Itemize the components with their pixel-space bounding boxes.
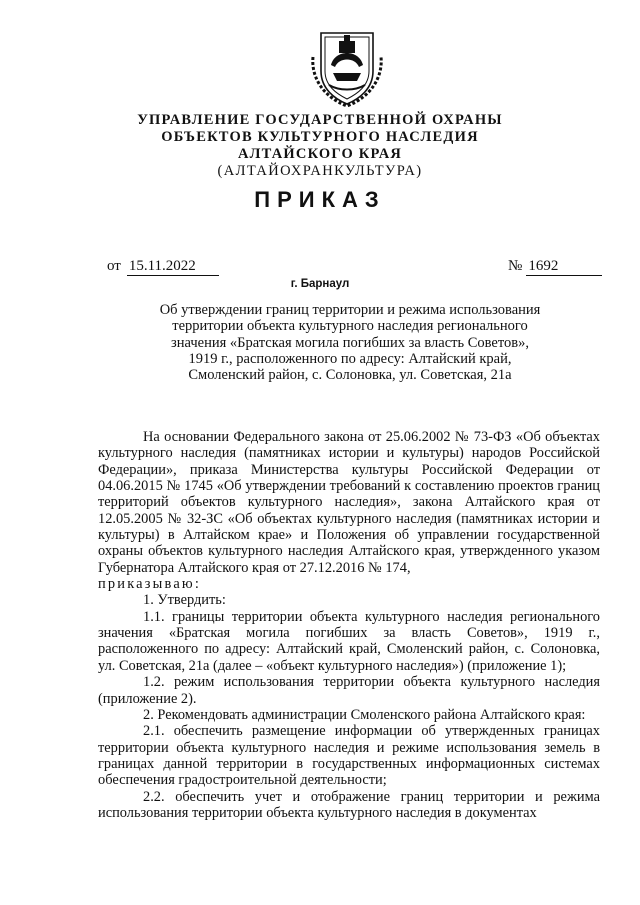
document-body xyxy=(98,429,600,821)
city: г. Барнаул xyxy=(290,278,350,290)
document-number xyxy=(508,258,602,276)
subject-line: территории объекта культурного наследия регионального xyxy=(172,318,528,335)
altai-krai-coat-of-arms-emblem xyxy=(311,27,383,107)
item-1-1: 1.1. границы территории объекта культурного наследия регионального значения «Братская могила погибших за власть Советов», 1919 г., расположенного по адресу: Алтайский край, Смоленский район, с. Солоновка, ул. Советская, 21а (далее – «объект культурного наследия») (приложение 1); xyxy=(98,608,600,674)
order-word: приказываю: xyxy=(98,576,202,593)
subject-line: 1919 г., расположенного по адресу: Алтайский край, xyxy=(188,350,512,367)
subject-line: Смоленский район, с. Солоновка, ул. Советская, 21а xyxy=(188,367,512,384)
item-1-2: 1.2. режим использования территории объекта культурного наследия (приложение 2). xyxy=(98,674,600,707)
item-2: 2. Рекомендовать администрации Смоленского района Алтайского края: xyxy=(143,706,586,723)
org-name-line-3: АЛТАЙСКОГО КРАЯ xyxy=(237,146,403,162)
org-name-line-1: УПРАВЛЕНИЕ ГОСУДАРСТВЕННОЙ ОХРАНЫ xyxy=(137,112,503,128)
item-1: 1. Утвердить: xyxy=(143,592,226,609)
org-name-line-2: ОБЪЕКТОВ КУЛЬТУРНОГО НАСЛЕДИЯ xyxy=(161,129,479,145)
item-2-1: 2.1. обеспечить размещение информации об утвержденных границах территории объекта культурного наследия и режиме использования земель в границах данной территории в государственных информационных системах обеспечения градостроительной деятельности; xyxy=(98,723,600,789)
item-2-2: 2.2. обеспечить учет и отображение границ территории и режима использования территории объекта культурного наследия в документах xyxy=(98,788,600,821)
document-type-title: ПРИКАЗ xyxy=(254,187,386,212)
date-value: 15.11.2022 xyxy=(127,258,219,276)
subject-line: значения «Братская могила погибших за власть Советов», xyxy=(171,334,529,351)
document-subject xyxy=(140,302,560,383)
preamble-paragraph: На основании Федерального закона от 25.06.2002 № 73-ФЗ «Об объектах культурного наследия (памятниках истории и культуры) народов Российской Федерации», приказа Министерства культуры Российской Федерации от 04.06.2015 № 1745 «Об утверждении требований к составлению проектов границ территорий объектов культурного наследия», закона Алтайского края от 12.05.2005 № 32-ЗС «Об объектах культурного наследия (памятниках истории и культуры) в Алтайском крае» и Положения об управлении государственной охраны объектов культурного наследия Алтайского края, утвержденного указом Губернатора Алтайского края от 27.12.2016 № 174, xyxy=(98,429,600,576)
number-value: 1692 xyxy=(526,258,602,276)
subject-line: Об утверждении границ территории и режима использования xyxy=(159,302,541,318)
number-prefix: № xyxy=(508,258,523,274)
date-prefix: от xyxy=(107,258,121,274)
org-abbreviation: (АЛТАЙОХРАНКУЛЬТУРА) xyxy=(217,163,423,179)
organization-header xyxy=(0,112,640,180)
document-date xyxy=(107,258,219,276)
